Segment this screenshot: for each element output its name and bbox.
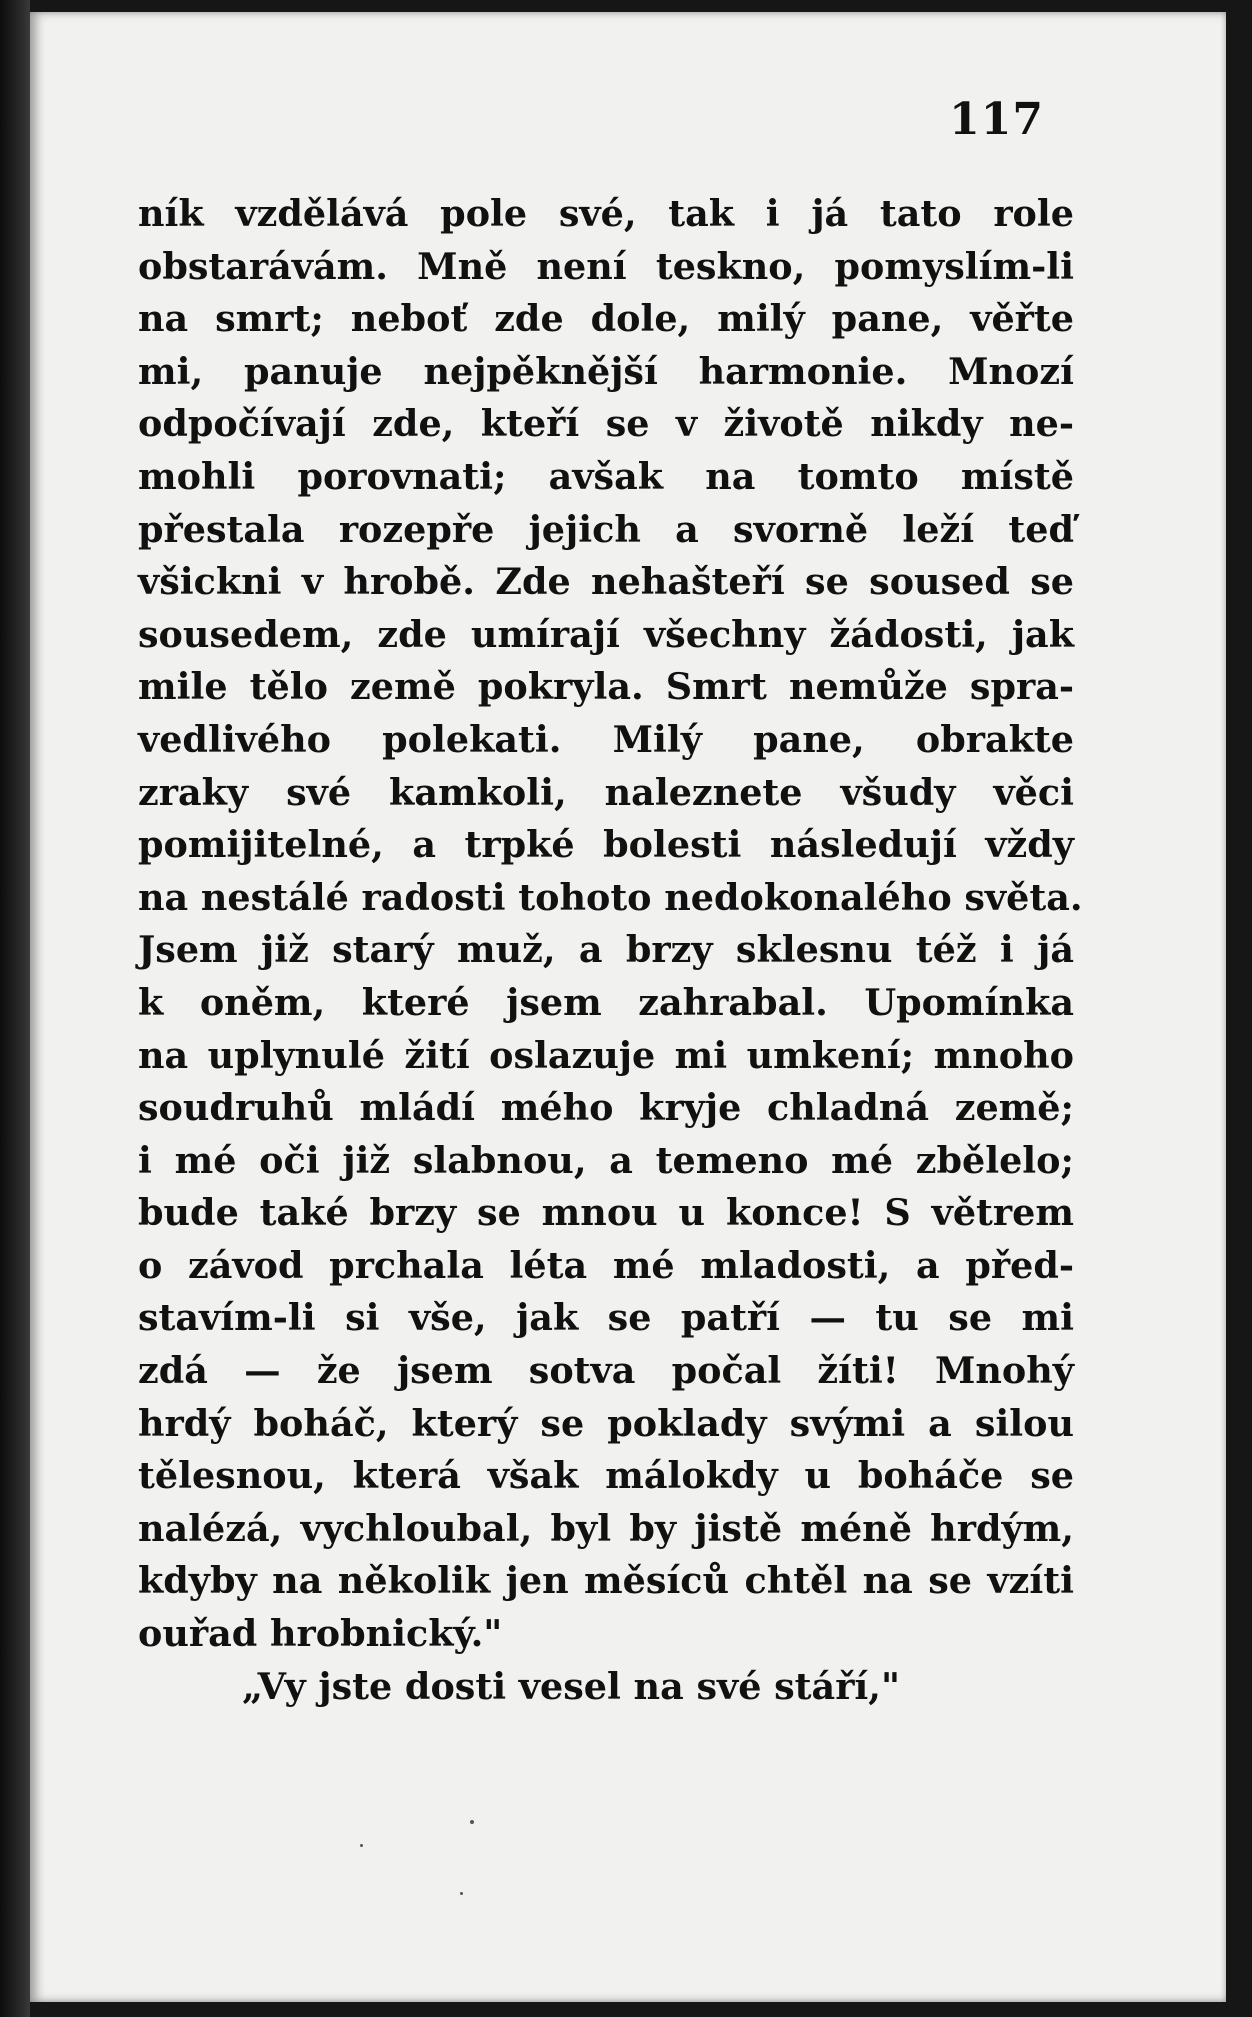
text-line: stavím-li si vše, jak se patří — tu se mi xyxy=(138,1296,1074,1340)
page-number: 117 xyxy=(949,94,1044,145)
text-line: na uplynulé žití oslazuje mi umkení; mnoho xyxy=(138,1033,1074,1077)
text-line: vedlivého polekati. Milý pane, obrakte xyxy=(138,717,1074,761)
text-line: kdyby na několik jen měsíců chtěl na se vzíti xyxy=(138,1559,1074,1603)
text-line: přestala rozepře jejich a svorně leží teď xyxy=(138,507,1074,551)
text-line: zdá — že jsem sotva počal žíti! Mnohý xyxy=(138,1349,1074,1393)
book-spine-shadow xyxy=(0,0,30,2017)
book-page xyxy=(30,12,1226,2002)
text-line: na smrt; neboť zde dole, milý pane, věřte xyxy=(138,297,1074,341)
text-line: na nestálé radosti tohoto nedokonalého světa. xyxy=(138,875,1083,919)
text-line: mohli porovnati; avšak na tomto místě xyxy=(138,454,1074,498)
text-line: pomijitelné, a trpké bolesti následují vždy xyxy=(138,823,1074,867)
body-text xyxy=(138,188,1083,1713)
text-line: sousedem, zde umírají všechny žádosti, jak xyxy=(138,612,1074,656)
text-line: mi, panuje nejpěknější harmonie. Mnozí xyxy=(138,349,1074,393)
scan-speck xyxy=(360,1844,363,1847)
text-line: nalézá, vychloubal, byl by jistě méně hrdým, xyxy=(138,1506,1074,1550)
text-line: soudruhů mládí mého kryje chladná země; xyxy=(138,1086,1074,1130)
text-line: i mé oči již slabnou, a temeno mé zbělelo; xyxy=(138,1138,1074,1182)
text-line: mile tělo země pokryla. Smrt nemůže spra- xyxy=(138,665,1074,709)
text-line: k oněm, které jsem zahrabal. Upomínka xyxy=(138,980,1074,1024)
text-line: o závod prchala léta mé mladosti, a před- xyxy=(138,1243,1074,1287)
text-line: ouřad hrobnický." xyxy=(138,1612,503,1656)
text-line: zraky své kamkoli, naleznete všudy věci xyxy=(138,770,1074,814)
text-line: Jsem již starý muž, a brzy sklesnu též i já xyxy=(138,928,1074,972)
text-line-paragraph-start: „Vy jste dosti vesel na své stáří," xyxy=(242,1664,901,1708)
text-line: tělesnou, která však málokdy u boháče se xyxy=(138,1454,1074,1498)
scan-speck xyxy=(460,1892,463,1895)
text-line: ník vzdělává pole své, tak i já tato role xyxy=(138,192,1074,235)
text-line: odpočívají zde, kteří se v životě nikdy ne- xyxy=(138,402,1074,446)
scan-speck xyxy=(470,1820,474,1824)
text-line: bude také brzy se mnou u konce! S větrem xyxy=(138,1191,1074,1235)
text-line: hrdý boháč, který se poklady svými a silou xyxy=(138,1401,1074,1445)
text-line: obstarávám. Mně není teskno, pomyslím-li xyxy=(138,244,1074,288)
text-line: všickni v hrobě. Zde nehašteří se soused se xyxy=(138,560,1074,604)
